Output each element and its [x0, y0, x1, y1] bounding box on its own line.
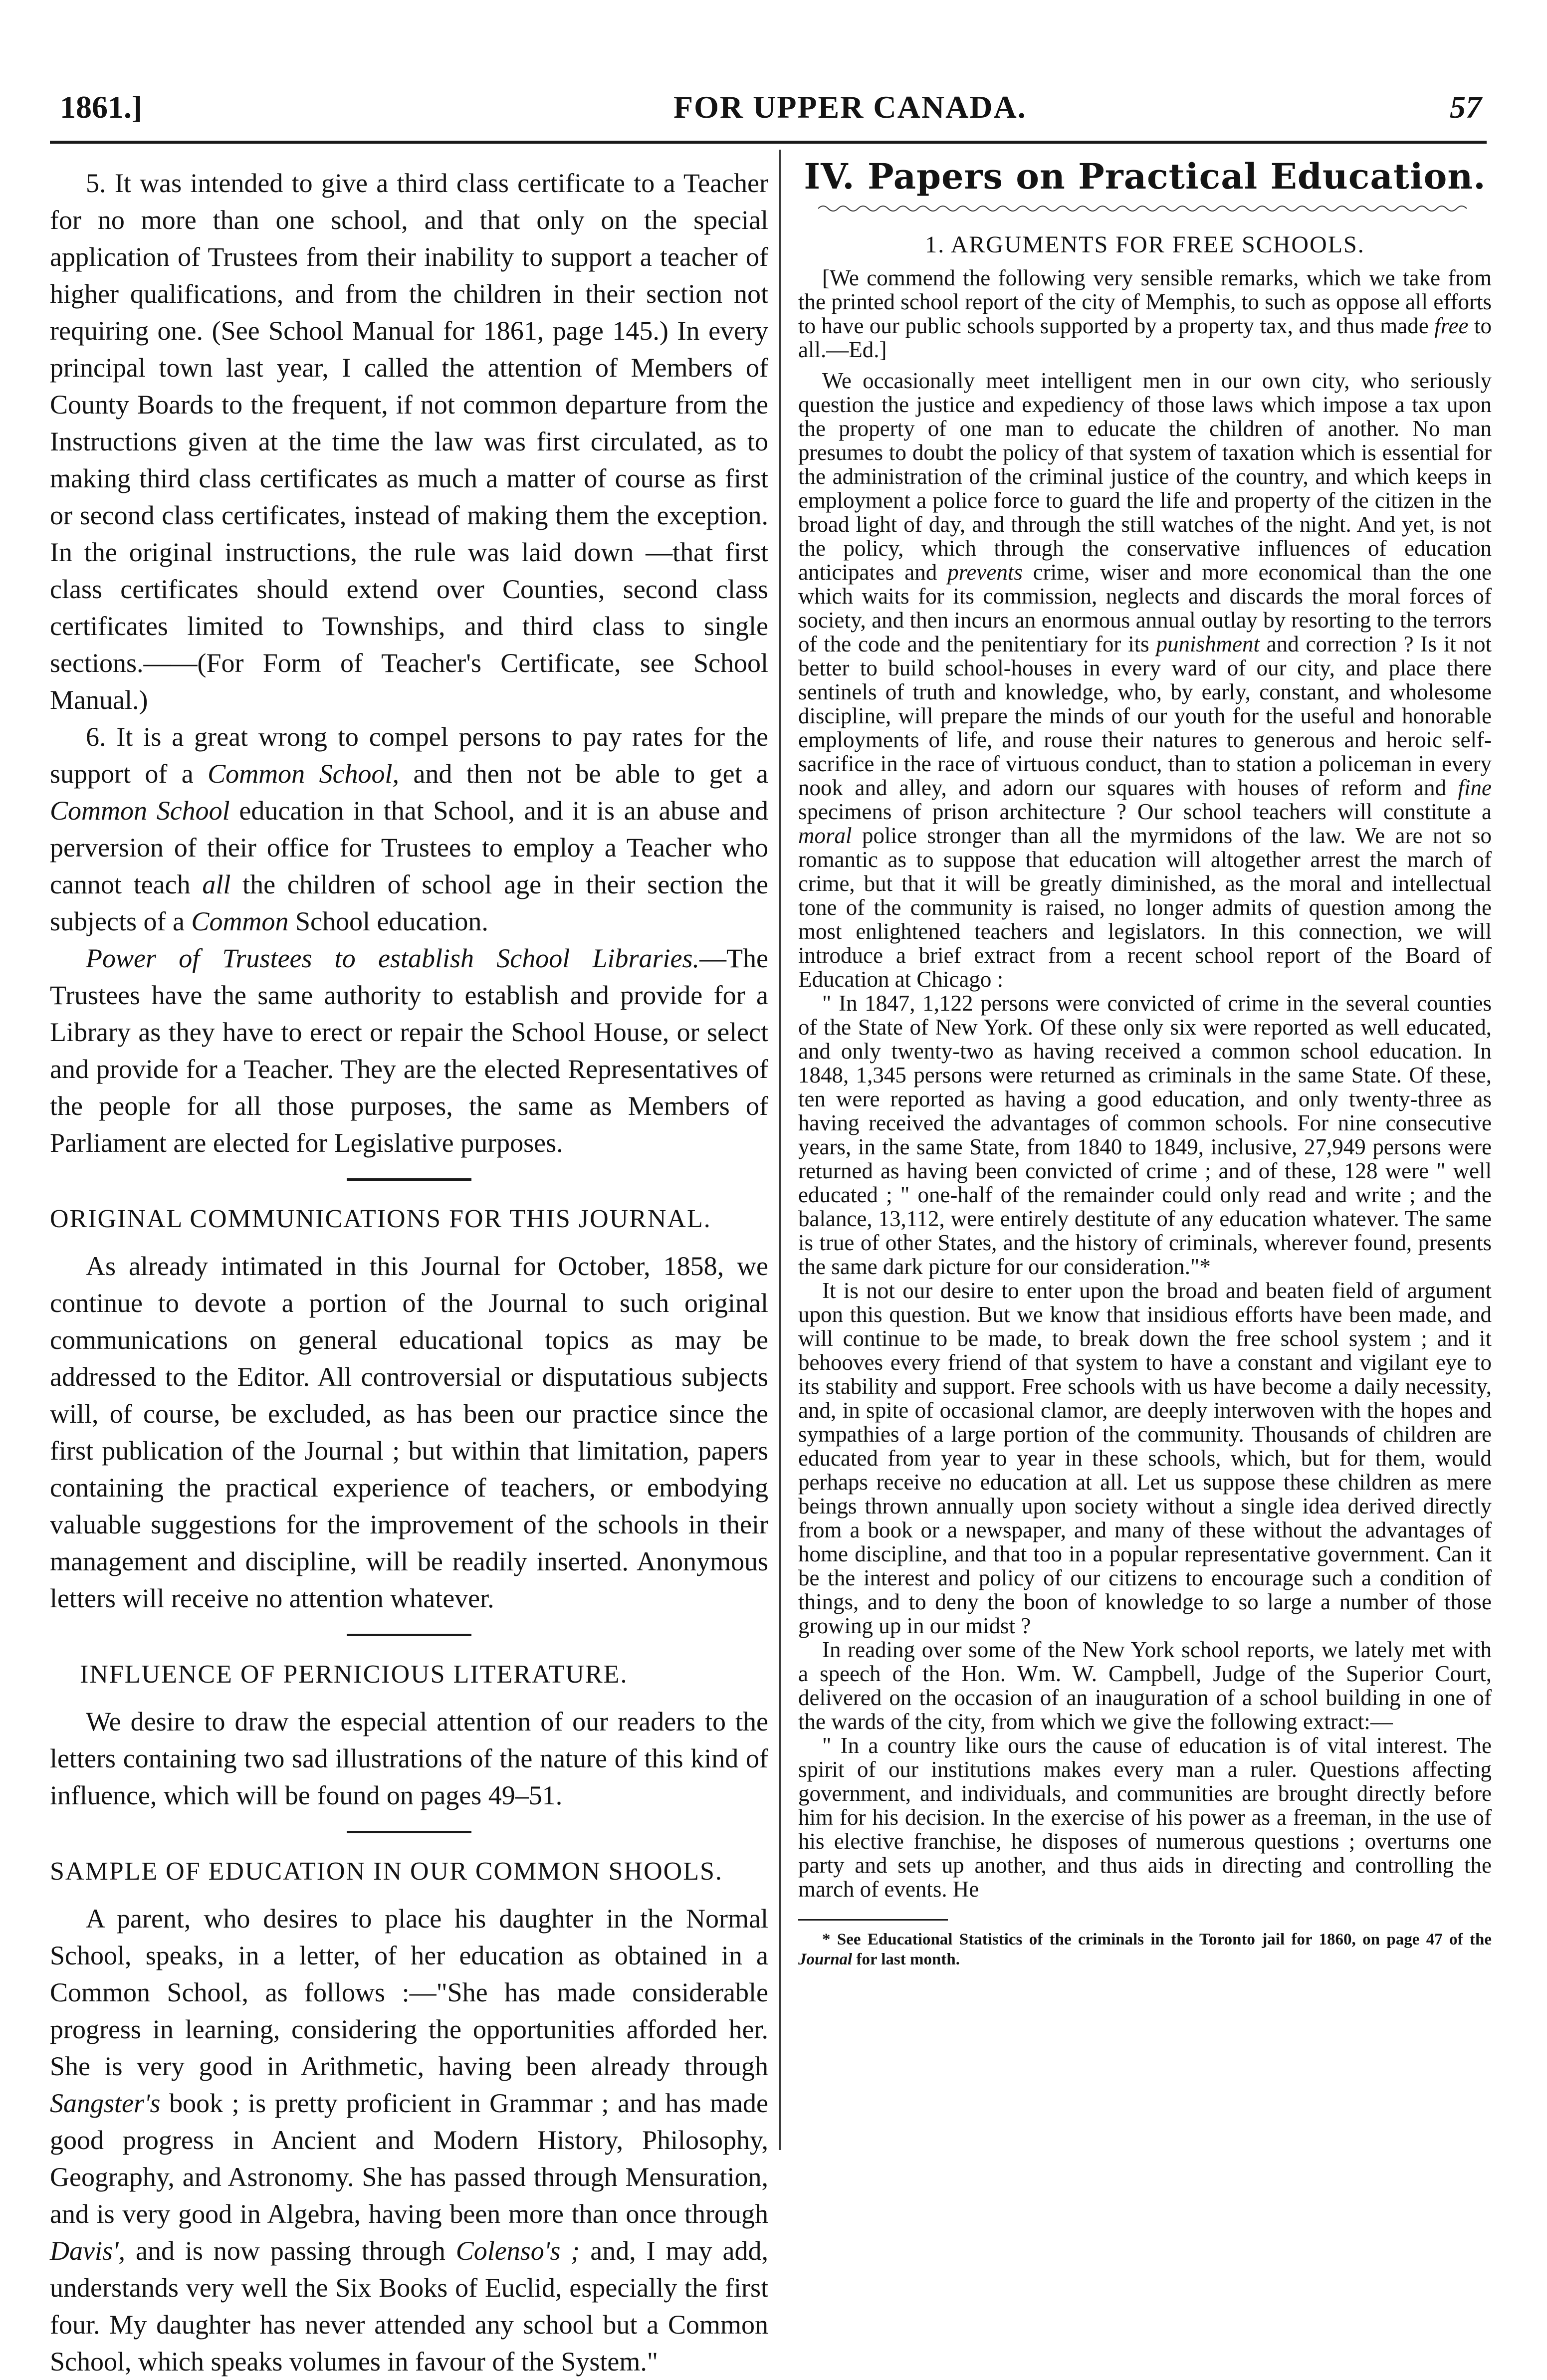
heading-original-communications: ORIGINAL COMMUNICATIONS FOR THIS JOURNAL.	[50, 1205, 711, 1233]
column-divider	[779, 150, 781, 2150]
part-heading: IV. Papers on Practical Education.	[804, 156, 1486, 197]
paragraph-arguments-1: We occasionally meet intelligent men in our own city, who seriously question the justice and expediency of those laws which impose a tax upon the property of one man to educate the children of another. No man presumes to doubt the policy of that system of taxation which is essential for the administration of the criminal justice of the country, and which keeps in employment a police force to guard the life and property of the citizen in the broad light of day, and through the still watches of the night. And yet, is not the policy, which through the conservative influences of education anticipates and prevents crime, wiser and more economical than the one which waits for its commission, neglects and discards the moral forces of society, and then incurs an enormous annual outlay by resorting to the terrors of the code and the penitentiary for its punishment and correction ? Is it not better to build school-houses in every ward of our city, and place there sentinels of truth and knowledge, who, by early, constant, and wholesome discipline, will prepare the minds of our youth for the useful and honorable employments of life, and rouse their natures to generous and heroic self-sacrifice in the race of virtuous conduct, than to station a policeman in every nook and alley, and adorn our squares with houses of reform and fine specimens of prison architecture ? Our school teachers will constitute a moral police stronger than all the myrmidons of the law. We are not so romantic as to suppose that education will altogether arrest the march of crime, but that it will be greatly diminished, as the moral and intellectual tone of the community is raised, no longer admits of question among the most enlightened teachers and legislators. In this connection, we will introduce a brief extract from a recent school report of the Board of Education at Chicago :	[798, 368, 1492, 992]
paragraph-arguments-2: It is not our desire to enter upon the broad and beaten field of argument upon this question. But we know that insidious efforts have been made, and will continue to be made, to break down the free school system ; and it behooves every friend of that system to have a constant and vigilant eye to its stability and support. Free schools with us have become a daily necessity, and, in spite of occasional clamor, are deeply interwoven with the hopes and sympathies of a large portion of the community. Thousands of children are educated from year to year in these schools, which, but for them, would perhaps receive no education at all. Let us suppose these children as mere beings thrown annually upon society without a single idea derived directly from a book or a newspaper, and many of these without the advantages of home discipline, and that too in a popular representative government. Can it be the interest and policy of our citizens to encourage such a condition of things, and to deny the boon of knowledge to so large a number of those growing up in our midst ?	[798, 1278, 1492, 1638]
left-column	[50, 165, 768, 2380]
article-heading: 1. ARGUMENTS FOR FREE SCHOOLS.	[925, 231, 1365, 258]
quote-campbell-speech: " In a country like ours the cause of education is of vital interest. The spirit of our institutions makes every man a ruler. Questions affecting government, and individuals, and communities are brought directly before him for his decision. In the exercise of his power as a freeman, in the use of his elective franchise, he disposes of numerous questions ; overturns one party and sets up another, and thus aids in directing and controlling the march of events. He	[798, 1733, 1492, 1902]
paragraph-trustees-power: Power of Trustees to establish School Libraries.—The Trustees have the same authority to establish and provide for a Library as they have to erect or repair the School House, or select and provide for a Teacher. They are the elected Representatives of the people for all those purposes, the same as Members of Parliament are elected for Legislative purposes.	[50, 943, 768, 1158]
header-year: 1861.]	[60, 89, 143, 125]
heading-pernicious-literature: INFLUENCE OF PERNICIOUS LITERATURE.	[80, 1660, 628, 1689]
header-rule	[50, 141, 1487, 144]
page-header	[50, 80, 1487, 135]
paragraph-sample-education: A parent, who desires to place his daughter in the Normal School, speaks, in a letter, of her education as obtained in a Common School, as follows :—"She has made considerable progress in learning, considering the opportunities afforded her. She is very good in Arithmetic, having been already through Sangster's book ; is pretty proficient in Grammar ; and has made good progress in Ancient and Modern History, Philosophy, Geography, and Astronomy. She has passed through Mensuration, and is very good in Algebra, having been more than once through Davis', and is now passing through Colenso's ; and, I may add, understands very well the Six Books of Euclid, especially the first four. My daughter has never attended any school but a Common School, which speaks volumes in favour of the System."	[50, 1904, 769, 2377]
trustees-power-heading: Power of Trustees to establish School Libraries.	[86, 943, 700, 973]
footnote: * See Educational Statistics of the criminals in the Toronto jail for 1860, on page 47 of the Journal for last month.	[798, 1931, 1492, 1968]
quote-chicago-report: " In 1847, 1,122 persons were convicted of crime in the several counties of the State of New York. Of these only six were reported as well educated, and only twenty-two as having received a common school education. In 1848, 1,345 persons were returned as criminals in the same State. Of these, ten were reported as having a good education, and only twenty-three as having received the advantages of common schools. For nine consecutive years, in the same State, from 1840 to 1849, inclusive, 27,949 persons were returned as having been convicted of crime ; and of these, 128 were " well educated ; " one-half of the remainder could only read and write ; and the balance, 13,112, were entirely destitute of any education whatever. The same is true of other States, and the history of criminals, wherever found, presents the same dark picture for our consideration."*	[798, 991, 1492, 1279]
paragraph-arguments-3: In reading over some of the New York school reports, we lately met with a speech of the Hon. Wm. W. Campbell, Judge of the Superior Court, delivered on the occasion of an inauguration of a school building in one of the wards of the city, from which we give the following extract:—	[798, 1637, 1492, 1734]
header-page-number: 57	[1450, 89, 1482, 125]
right-column	[798, 156, 1492, 1969]
section-rule	[347, 1178, 471, 1181]
heading-sample-education: SAMPLE OF EDUCATION IN OUR COMMON SHOOLS.	[50, 1857, 723, 1886]
paragraph-pernicious-literature: We desire to draw the especial attention of our readers to the letters containing two sad illustrations of the nature of this kind of influence, which will be found on pages 49–51.	[50, 1707, 768, 1810]
header-title: FOR UPPER CANADA.	[673, 89, 1027, 125]
paragraph-item-6: 6. It is a great wrong to compel persons to pay rates for the support of a Common School, and then not be able to get a Common School education in that School, and it is an abuse and perversion of their office for Trustees to employ a Teacher who cannot teach all the children of school age in their section the subjects of a Common School education.	[50, 722, 769, 936]
section-rule	[347, 1634, 471, 1636]
paragraph-item-5: 5. It was intended to give a third class certificate to a Teacher for no more than one school, and that only on the special application of Trustees from their inability to support a teacher of higher qualifications, and from the children in their section not requiring one. (See School Manual for 1861, page 145.) In every principal town last year, I called the attention of Members of County Boards to the frequent, if not common departure from the Instructions given at the time the law was first circulated, as to making third class certificates as much a matter of course as first or second class certificates, instead of making them the exception. In the original instructions, the rule was laid down —that first class certificates should extend over Counties, second class certificates limited to Townships, and third class to single sections.——(For Form of Teacher's Certificate, see School Manual.)	[50, 168, 768, 715]
paragraph-intro: [We commend the following very sensible remarks, which we take from the printed school report of the city of Memphis, to such as oppose all efforts to have our public schools supported by a property tax, and thus made free to all.—Ed.]	[798, 265, 1492, 362]
paragraph-original-communications: As already intimated in this Journal for October, 1858, we continue to devote a portion of the Journal to such original communications on general educational topics as may be addressed to the Editor. All controversial or disputatious subjects will, of course, be excluded, as has been our practice since the first publication of the Journal ; but within that limitation, papers containing the practical experience of teachers, or embodying valuable suggestions for the improvement of the schools in their management and discipline, will be readily inserted. Anonymous letters will receive no attention whatever.	[50, 1251, 768, 1613]
footnote-rule	[798, 1919, 948, 1921]
wavy-rule	[818, 204, 1472, 214]
section-rule	[347, 1831, 471, 1833]
